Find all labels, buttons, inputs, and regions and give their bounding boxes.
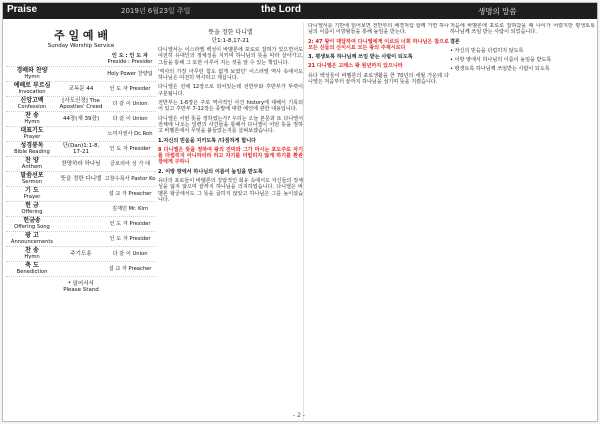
- stand-note-en: Please Stand: [63, 287, 99, 293]
- sermon-p3: 다니엘은 전체 12장으로 되어있는데 전반부와 후반부가 뚜렷이 구분됩니다.: [158, 84, 303, 97]
- order-list: [6, 67, 156, 277]
- order-leader: 다 같 이 Union: [112, 101, 148, 107]
- page-number: - 2 -: [293, 412, 305, 419]
- stand-note: * 일어서서: [68, 281, 94, 287]
- order-name-en: Anthem: [21, 164, 43, 170]
- order-row: [6, 187, 156, 202]
- order-name-ko: 성경봉독: [20, 142, 44, 149]
- praise-title: Praise: [7, 4, 38, 15]
- sermon-p4: 전반부는 1-6장은 주로 역사적인 사건 history에 대해서 기록되어 있고 후반부 7-12장은 종말에 대한 예언에 관한 내용입니다.: [158, 100, 303, 113]
- header-right: [303, 3, 597, 19]
- sermon-c4-p1: 처음에 바벨론에 포로로 잡혀갔을 때 나이가 어렸지만 평생토록 하나님께 쓰임 받는 사람이 되었습니다.: [450, 23, 595, 36]
- sermon-point3: 3. 평생토록 하나님께 쓰임 받는 사람이 되도록: [308, 54, 413, 61]
- order-row: [6, 172, 156, 187]
- presider-en: Preside : Presider: [107, 59, 153, 65]
- order-name-ko: 찬 송: [25, 247, 39, 254]
- order-name-ko: 말씀선포: [20, 172, 44, 179]
- order-name-en: Offering Song: [14, 224, 50, 230]
- order-name-ko: 기 도: [25, 187, 39, 194]
- sermon-c3-p1: 다니엘서를 기반에 읽어보면 전반부의 배경처럼 함께 가면 하나님의 이름이 이방왕들을 통해 높임을 받는다.: [308, 23, 449, 36]
- order-leader: 설 교 자 Preacher: [108, 266, 152, 272]
- order-name-en: Offering: [21, 209, 43, 215]
- order-name-en: Bible Reading: [14, 149, 50, 155]
- order-detail: 주기도송: [70, 251, 92, 257]
- order-leader: 김재민 Mr. Kim: [111, 206, 148, 212]
- order-name-en: Hymn: [24, 119, 40, 125]
- order-row: [6, 127, 156, 142]
- sermon-verse-red: 8 다니엘은 뜻을 정하여 왕의 진미와 그가 마시는 포도주로 자기를 더럽히지 아니하리라 하고 자기를 더럽히지 않게 하기를 환관장에게 구하니: [158, 146, 303, 166]
- order-detail: 단(Dan)1:1-8, 17-21: [62, 143, 100, 155]
- order-row: [6, 232, 156, 247]
- order-leader: 설 교 자 Preacher: [108, 191, 152, 197]
- order-name-en: Hymn: [24, 74, 40, 80]
- presider-label: 인 도 : 인 도 자: [111, 53, 149, 59]
- order-name-ko: 광 고: [25, 232, 39, 239]
- order-row: [6, 202, 156, 217]
- sermon-c3-verse2: 21 다니엘은 고레스 왕 원년까지 있으니라: [308, 63, 403, 70]
- order-row: [6, 112, 156, 127]
- sermon-column-1: [158, 23, 303, 421]
- sermon-column-2: [303, 23, 449, 421]
- sermon-c3-verse: 2: 47 왕이 대답하여 다니엘에게 이르되 너희 하나님은 참으로 모든 신들의 신이시요 모든 왕의 주재시로다: [308, 38, 449, 51]
- order-name-ko: 예배로 부르심: [13, 82, 51, 89]
- bulletin-page: [2, 2, 598, 422]
- order-leader: 인 도 자 Presider: [109, 86, 151, 92]
- order-name-ko: 신앙고백: [20, 97, 44, 104]
- order-row: [6, 82, 156, 97]
- order-leader: 다 같 이 Union: [112, 251, 148, 257]
- sermon-point1: 1.자신의 믿음을 지키도록 /다짐하게 합니다: [158, 137, 257, 144]
- presider-row: [6, 52, 156, 67]
- order-detail: 뜻을 정한 다니엘: [60, 176, 102, 182]
- sermon-ref: 단1:1-8,17-21: [211, 38, 250, 44]
- sermon-column-3: [450, 23, 595, 421]
- summary-title: 결론: [450, 38, 460, 45]
- sermon-title: 뜻을 정한 다니엘: [208, 29, 253, 36]
- order-name-en: Prayer: [23, 134, 41, 140]
- order-name-en: Prayer: [23, 194, 41, 200]
- order-name-ko: 대표기도: [20, 127, 44, 134]
- order-name-ko: 찬 송: [25, 112, 39, 119]
- worship-order-column: [6, 23, 156, 421]
- order-name-en: Invocation: [18, 89, 46, 95]
- order-name-ko: 축 도: [25, 262, 39, 269]
- order-row: [6, 142, 156, 157]
- order-row: [6, 67, 156, 82]
- order-leader: 다 같 이 Union: [112, 116, 148, 122]
- order-row: [6, 247, 156, 262]
- sermon-p2: '역사의 가장 아무런 힘도 없게 보였던' 이스라엘 역사 속에서도 하나님은 여전히 역사하고 계십니다.: [158, 68, 303, 82]
- date: 2019년 6월23일 주일: [121, 7, 191, 15]
- sermon-c3-body: 유다 백성들이 바벨론의 포로생활을 한 70년의 세월 가운데 다니엘은 처음부터 끝까지 하나님을 섬기며 뜻을 지켰습니다.: [308, 72, 449, 86]
- order-name-ko: 찬 양: [25, 157, 39, 164]
- order-name-ko: 헌금송: [23, 217, 41, 224]
- order-row: [6, 97, 156, 112]
- worship-subtitle: Sunday Worship Service: [47, 43, 115, 49]
- order-leader: 글로리아 성 가 대: [109, 161, 151, 167]
- summary-item-3: • 평생토록 하나님께 쓰임받는 사람이 되도록: [450, 66, 550, 73]
- word-of-life-title: 생명의 말씀: [478, 7, 517, 16]
- order-leader: 노미자권사 Dc.Roh: [107, 131, 153, 137]
- order-detail: [사도신경] The Apostles' Creed: [59, 98, 103, 110]
- summary-item-1: • 자신의 믿음을 더럽히지 않도록: [450, 47, 524, 54]
- order-name-en: Sermon: [21, 179, 43, 185]
- sermon-point2: 2. 이방 땅에서 하나님의 이름이 높임을 받도록: [158, 168, 263, 175]
- header-left: [3, 3, 303, 19]
- order-leader: 인 도 자 Presider: [109, 221, 151, 227]
- order-name-en: Hymn: [24, 254, 40, 260]
- sermon-p5: 다니엘은 어떤 뜻을 정하였는가? 우리는 오늘 본문과 또 다니엘서 전체에 나오는 일련의 사건들을 통해서 다니엘이 어떤 뜻을 정하고 바벨론에서 무엇을 붙들었는지를 살펴보겠습니다.: [158, 115, 303, 135]
- order-detail: 찬양하라 하나님: [61, 161, 101, 167]
- order-detail: 44장(새 39장): [63, 116, 99, 122]
- order-name-en: Confession: [17, 104, 47, 110]
- order-row: [6, 262, 156, 277]
- summary-item-2: • 이방 땅에서 하나님의 이름이 높임을 받도록: [450, 57, 552, 64]
- order-name-en: Announcements: [10, 239, 54, 245]
- the-lord-title: the Lord: [261, 4, 301, 15]
- order-leader: Holy Power 찬양팀: [107, 71, 153, 77]
- sermon-p1: 다니엘서는 이스라엘 백성이 바벨론에 포로로 잡혀가 있으면서도 여전히 유대인의 정체성을 지키며 하나님의 뜻을 따라 살아가고, 그들을 통해 그 또한 이루어 지는 것을 알 수 있는 책입니다.: [158, 47, 303, 66]
- order-row: [6, 157, 156, 172]
- order-name-ko: 경배와 찬양: [16, 67, 48, 74]
- order-leader: 고창수목사 Pastor Ko: [104, 176, 156, 182]
- order-detail: 교독문 44: [68, 86, 94, 92]
- order-leader: 인 도 자 Presider: [109, 236, 151, 242]
- worship-title: 주 일 예 배: [54, 29, 108, 42]
- order-name-en: Benediction: [16, 269, 48, 275]
- sermon-p6: 유다의 포로들이 바벨론의 강압적인 회유 속에서도 자신들의 정체성을 잃지 않으며 끝까지 하나님을 의지하였습니다. 다니엘은 바벨론 왕궁에서도 그 뜻을 굽히지 않았고 하나님은 그를 높이셨습니다.: [158, 178, 303, 203]
- order-leader: 인 도 자 Presider: [109, 146, 151, 152]
- order-row: [6, 217, 156, 232]
- order-name-ko: 헌 금: [25, 202, 39, 209]
